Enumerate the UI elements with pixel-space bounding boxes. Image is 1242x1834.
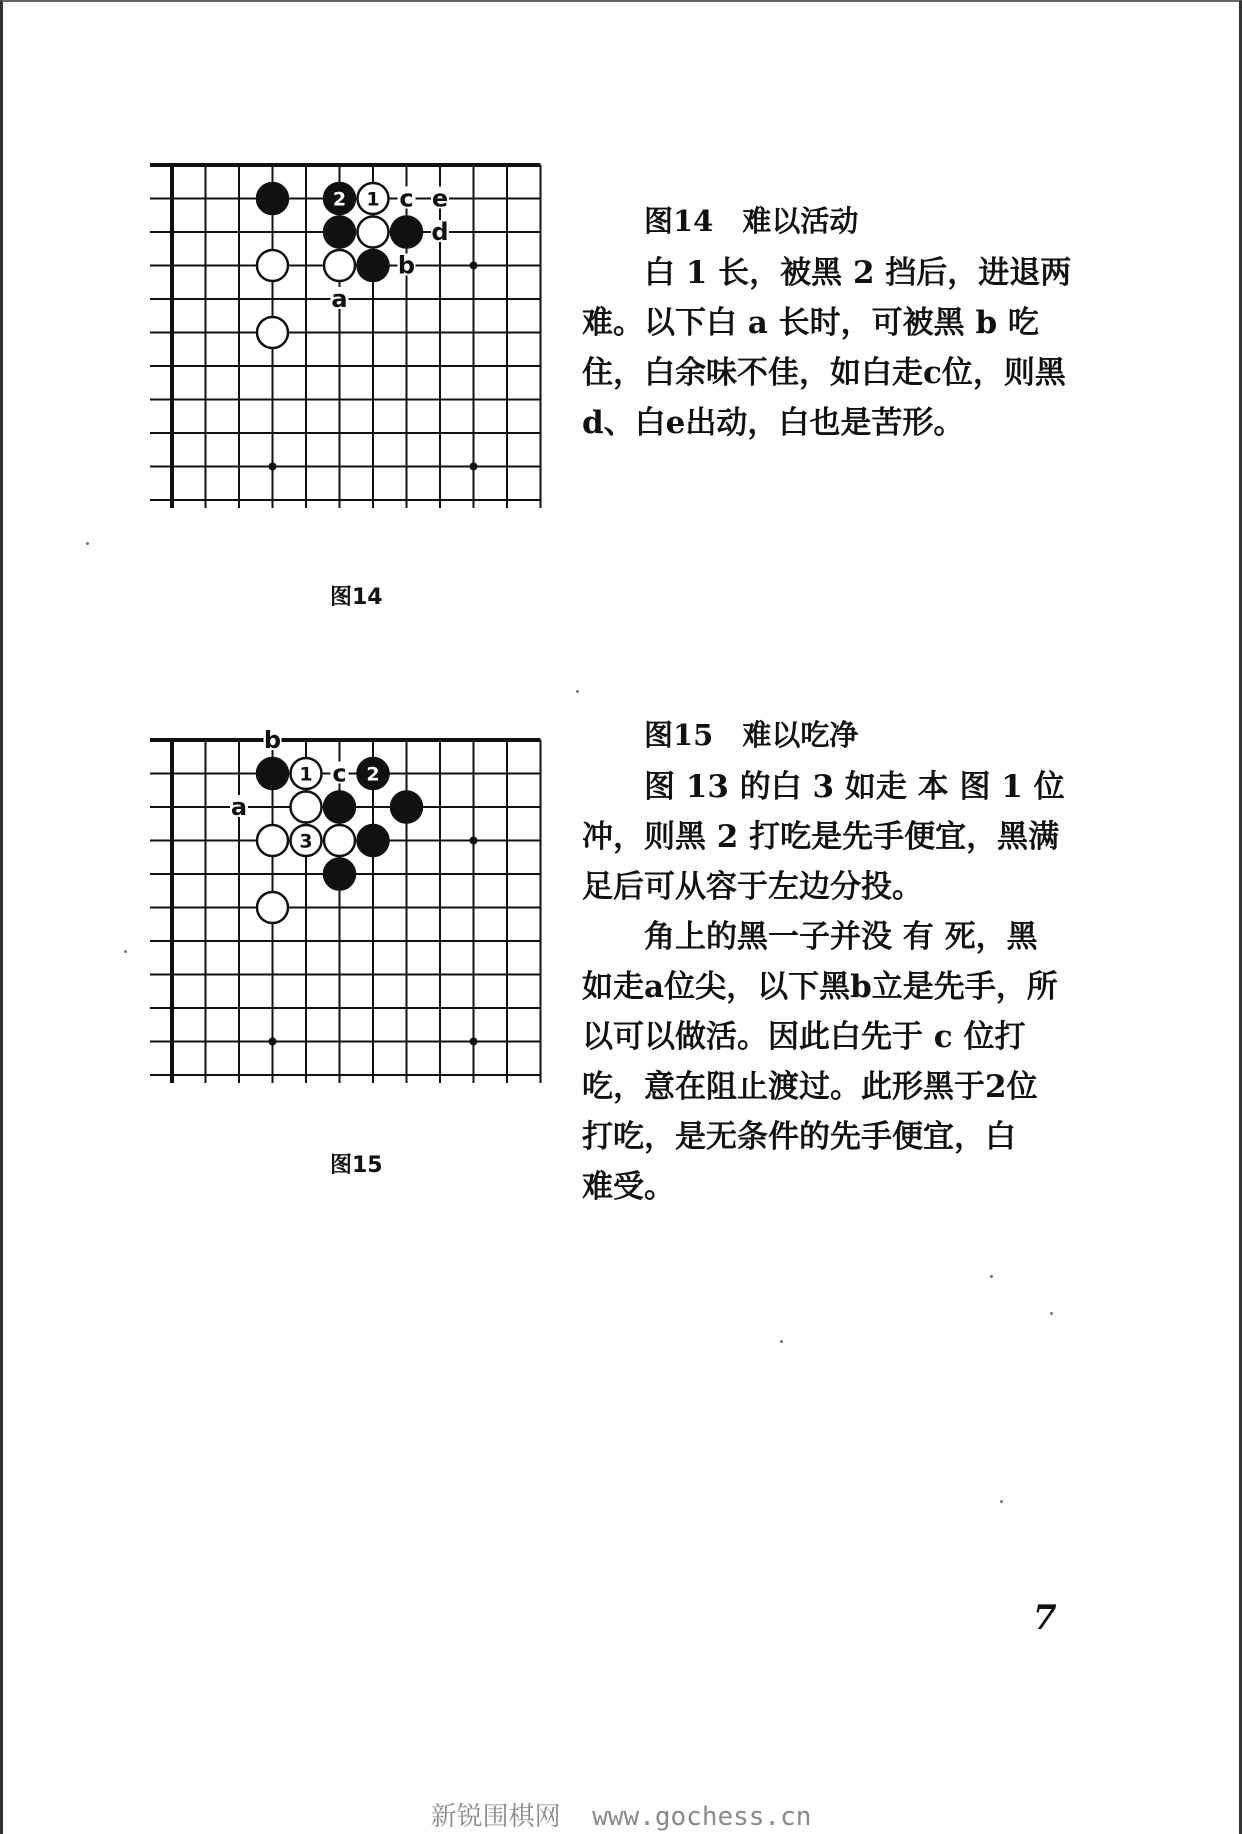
stone-disc bbox=[391, 792, 422, 823]
board-mark-e: e bbox=[431, 184, 449, 213]
black-stone bbox=[324, 183, 355, 214]
star-point bbox=[470, 1038, 478, 1046]
stone-label: 1 bbox=[299, 763, 313, 786]
figure15-p2-line-5: 打吃，是无条件的先手便宜，白 bbox=[582, 1119, 1016, 1155]
black-stone bbox=[324, 792, 355, 823]
stone-disc bbox=[324, 859, 355, 890]
white-stone bbox=[257, 825, 288, 856]
watermark-url: www.gochess.cn bbox=[592, 1802, 812, 1832]
stone-disc bbox=[257, 758, 288, 789]
board-mark-c: c bbox=[332, 759, 347, 788]
stone-disc bbox=[257, 825, 288, 856]
white-stone bbox=[257, 892, 288, 923]
figure15-title: 图15 难以吃净 bbox=[644, 718, 859, 752]
figure15-p2-line-1: 角上的黑一子并没 有 死，黑 bbox=[644, 919, 1038, 955]
stone-label: 1 bbox=[366, 188, 380, 211]
figure14-line-3: 住，白余味不佳，如白走c位，则黑 bbox=[582, 355, 1066, 391]
figure15-p1-line-3: 足后可从容于左边分投。 bbox=[582, 869, 923, 905]
stone-disc bbox=[257, 892, 288, 923]
black-stone bbox=[391, 217, 422, 248]
black-stone bbox=[324, 859, 355, 890]
go-board-figure14 bbox=[150, 155, 570, 555]
white-stone bbox=[324, 250, 355, 281]
stone-label: 2 bbox=[366, 763, 380, 786]
watermark bbox=[0, 1796, 1242, 1833]
black-stone bbox=[391, 792, 422, 823]
black-stone bbox=[358, 758, 389, 789]
stone-disc bbox=[257, 317, 288, 348]
board-mark-c: c bbox=[399, 184, 414, 213]
board-mark-b: b bbox=[397, 251, 416, 280]
figure14-line-4: d、白e出动，白也是苦形。 bbox=[582, 405, 965, 441]
black-stone bbox=[257, 183, 288, 214]
white-stone bbox=[257, 250, 288, 281]
star-point bbox=[470, 463, 478, 471]
star-point bbox=[470, 262, 478, 270]
white-stone bbox=[257, 317, 288, 348]
stone-disc bbox=[291, 792, 322, 823]
figure15-p2-line-3: 以可以做活。因此白先于 c 位打 bbox=[582, 1019, 1026, 1055]
scan-speck bbox=[124, 950, 127, 953]
star-point bbox=[470, 837, 478, 845]
figure15-text bbox=[582, 710, 1082, 1212]
figure15-p2-line-4: 吃，意在阻止渡过。此形黑于2位 bbox=[582, 1069, 1038, 1105]
figure14-caption: 图14 bbox=[330, 585, 383, 610]
stone-label: 3 bbox=[299, 830, 313, 853]
black-stone bbox=[324, 217, 355, 248]
white-stone bbox=[358, 183, 389, 214]
stone-disc bbox=[324, 825, 355, 856]
scan-speck bbox=[576, 690, 579, 693]
stone-disc bbox=[324, 792, 355, 823]
board-mark-a: a bbox=[230, 793, 248, 821]
star-point bbox=[269, 463, 277, 471]
figure15-p2-line-6: 难受。 bbox=[582, 1169, 675, 1205]
stone-disc bbox=[358, 217, 389, 248]
white-stone bbox=[291, 792, 322, 823]
figure15-p2-line-2: 如走a位尖，以下黑b立是先手，所 bbox=[582, 969, 1058, 1005]
figure15-caption: 图15 bbox=[330, 1153, 383, 1178]
scan-speck bbox=[86, 542, 89, 545]
white-stone bbox=[291, 825, 322, 856]
figure14-title: 图14 难以活动 bbox=[644, 204, 859, 238]
figure14-line-1: 白 1 长，被黑 2 挡后，进退两 bbox=[644, 255, 1072, 291]
stone-label: 2 bbox=[332, 188, 347, 211]
stone-disc bbox=[324, 250, 355, 281]
black-stone bbox=[358, 825, 389, 856]
scan-speck bbox=[780, 1340, 783, 1343]
stone-disc bbox=[358, 825, 389, 856]
board-mark-d: d bbox=[431, 218, 449, 246]
white-stone bbox=[358, 217, 389, 248]
figure14-line-2: 难。以下白 a 长时，可被黑 b 吃 bbox=[582, 305, 1039, 341]
stone-disc bbox=[391, 217, 422, 248]
figure14-text bbox=[582, 196, 1082, 448]
figure15-p1-line-2: 冲，则黑 2 打吃是先手便宜，黑满 bbox=[582, 819, 1060, 855]
star-point bbox=[269, 1038, 277, 1046]
scan-speck bbox=[1050, 1312, 1053, 1315]
black-stone bbox=[358, 250, 389, 281]
go-board-figure15 bbox=[150, 730, 570, 1130]
stone-disc bbox=[257, 183, 288, 214]
stone-disc bbox=[257, 250, 288, 281]
watermark-name: 新锐围棋网 bbox=[430, 1802, 561, 1832]
scan-speck bbox=[1000, 1500, 1003, 1503]
black-stone bbox=[257, 758, 288, 789]
stone-disc bbox=[324, 217, 355, 248]
board-mark-b: b bbox=[263, 730, 282, 754]
stone-disc bbox=[358, 250, 389, 281]
white-stone bbox=[324, 825, 355, 856]
figure15-p1-line-1: 图 13 的白 3 如走 本 图 1 位 bbox=[644, 769, 1065, 805]
board-mark-a: a bbox=[331, 285, 348, 313]
white-stone bbox=[291, 758, 322, 789]
page-number: 7 bbox=[1033, 1598, 1057, 1638]
scan-speck bbox=[990, 1275, 993, 1278]
